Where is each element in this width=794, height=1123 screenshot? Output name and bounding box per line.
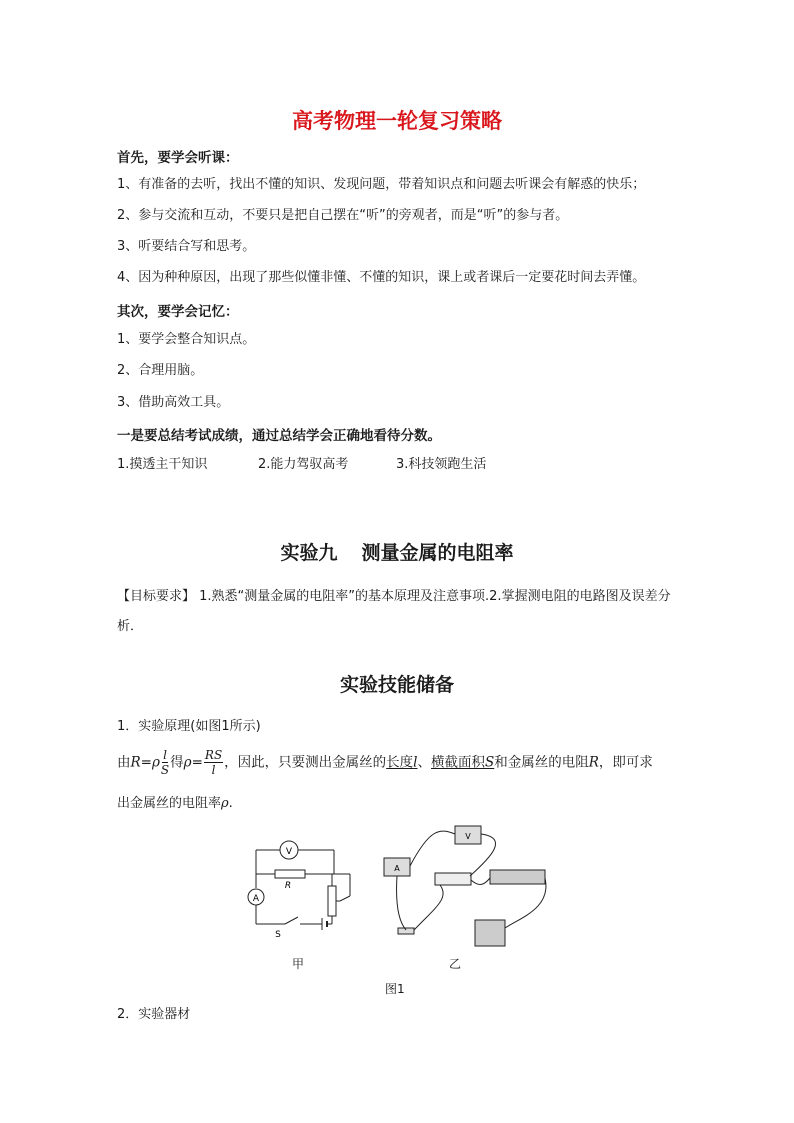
summary-text: 一是要总结考试成绩，通过总结学会正确地看待分数。 <box>117 428 441 444</box>
figure-label-left: 甲 <box>292 957 305 971</box>
underlined-length: 长度l <box>386 754 418 771</box>
tip-1: 1.摸透主干知识 <box>117 457 208 472</box>
equals-sign: = <box>140 754 152 771</box>
ammeter-label: A <box>252 894 260 904</box>
figure-label-right: 乙 <box>449 957 462 971</box>
symbol-R: R <box>130 754 141 771</box>
formula-text-5: ，即可求 <box>598 754 653 771</box>
tip-2: 2.能力驾驭高考 <box>258 457 349 472</box>
section1-item-2: 2、参与交流和互动，不要只是把自己摆在“听”的旁观者，而是“听”的参与者。 <box>117 208 569 223</box>
subsection-title: 实验技能储备 <box>339 674 454 696</box>
goal-paragraph <box>117 582 682 642</box>
section2-heading: 其次，要学会记忆： <box>117 304 239 320</box>
equipment-heading: 2．实验器材 <box>117 1007 191 1022</box>
tip-3: 3.科技领跑生活 <box>396 457 487 472</box>
switch-label: S <box>275 930 281 940</box>
fraction-l-over-S <box>161 748 169 777</box>
switch-icon <box>285 917 298 924</box>
switch-device-icon <box>398 928 414 934</box>
formula-text-4: 和金属丝的电阻 <box>494 754 589 771</box>
principle-formula-line <box>117 748 653 788</box>
rheostat-icon <box>328 886 336 916</box>
voltmeter-device-label: V <box>465 832 471 841</box>
battery-box-icon <box>475 920 505 946</box>
goal-text: 1.熟悉“测量金属的电阻率”的基本原理及注意事项.2.掌握测电阻的电路图及误差分析． <box>117 589 671 634</box>
symbol-R-2: R <box>588 754 599 771</box>
symbol-rho: ρ <box>151 754 160 771</box>
figure-caption: 图1 <box>385 982 405 996</box>
experiment-title-number: 实验九 <box>280 542 338 564</box>
resistor-label: R <box>284 881 292 891</box>
principle-line-2: 出金属丝的电阻率ρ. <box>117 796 233 811</box>
wire-board-icon <box>435 873 471 885</box>
fraction-denominator: S <box>160 763 170 777</box>
page-title: 高考物理一轮复习策略 <box>292 109 502 133</box>
voltmeter-label: V <box>285 847 293 857</box>
experiment-title-name: 测量金属的电阻率 <box>361 542 514 564</box>
section1-item-4: 4、因为种种原因，出现了那些似懂非懂、不懂的知识，课上或者课后一定要花时间去弄懂。 <box>117 270 646 285</box>
section2-item-2: 2、合理用脑。 <box>117 363 204 378</box>
section2-item-1: 1、要学会整合知识点。 <box>117 332 256 347</box>
circuit-diagram <box>240 838 360 943</box>
symbol-rho-2: ρ <box>183 754 192 771</box>
formula-text-3: 、 <box>417 754 431 771</box>
fraction-denominator-2: l <box>211 763 216 777</box>
formula-de: 得 <box>170 754 184 771</box>
section1-item-1: 1、有准备的去听，找出不懂的知识、发现问题，带着知识点和问题去听课会有解惑的快乐； <box>117 177 646 192</box>
apparatus-illustration <box>380 818 555 953</box>
formula-text-2: ，因此，只要测出金属丝的 <box>224 754 387 771</box>
fraction-RS-over-l <box>204 748 223 777</box>
equals-sign-2: = <box>191 754 203 771</box>
experiment-title <box>0 538 794 565</box>
resistor-icon <box>275 870 305 878</box>
goal-tag: 【目标要求】 <box>117 589 196 604</box>
section1-item-3: 3、听要结合写和思考。 <box>117 239 256 254</box>
fraction-numerator-2: RS <box>204 748 223 762</box>
formula-prefix: 由 <box>117 754 131 771</box>
fraction-numerator: l <box>163 748 167 762</box>
section1-heading: 首先，要学会听课： <box>117 150 239 166</box>
rheostat-device-icon <box>490 870 545 884</box>
underlined-area: 横截面积S <box>431 754 495 771</box>
section2-item-3: 3、借助高效工具。 <box>117 395 230 410</box>
ammeter-device-label: A <box>394 864 400 873</box>
principle-heading: 1．实验原理(如图1所示) <box>117 719 261 734</box>
